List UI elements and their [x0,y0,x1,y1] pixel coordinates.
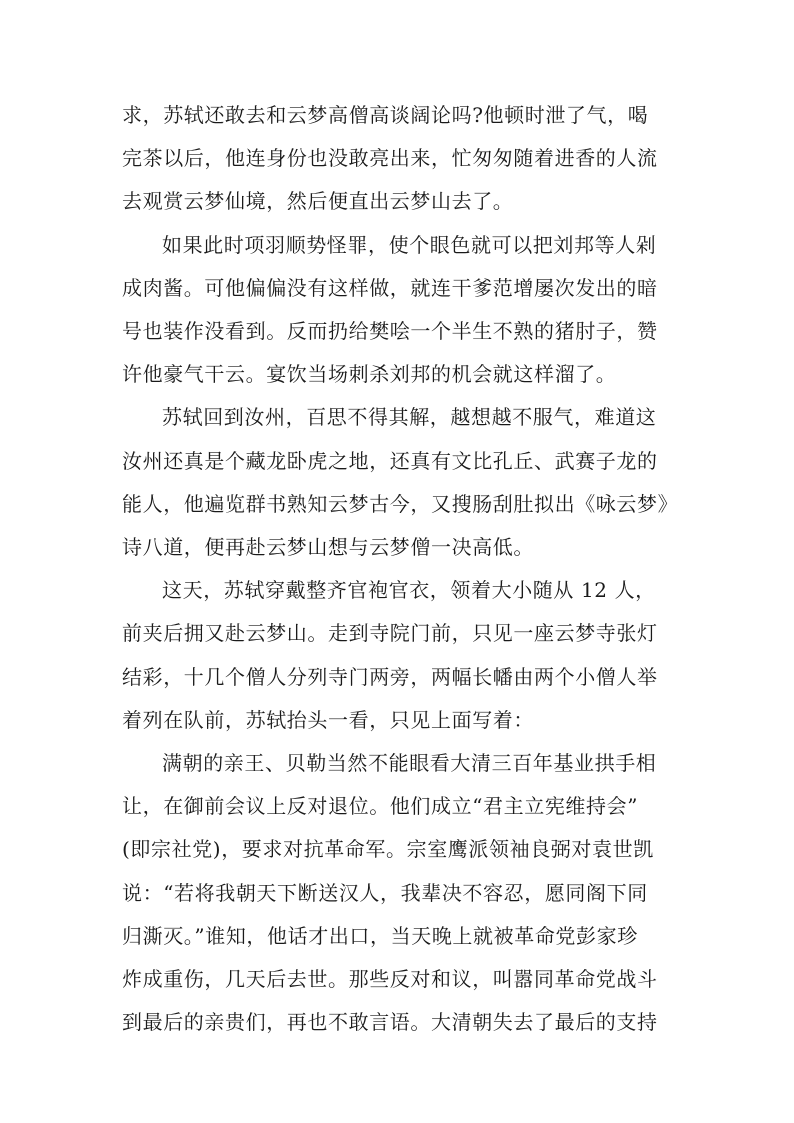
text-line: 满朝的亲王、贝勒当然不能眼看大清三百年基业拱手相 [162,751,657,776]
text-line: (即宗社党)，要求对抗革命军。宗室鹰派领袖良弼对袁世凯 [122,837,654,862]
text-line: 炸成重伤，几天后去世。那些反对和议，叫嚣同革命党战斗 [122,967,658,992]
text-line: 求，苏轼还敢去和云梦高僧高谈阔论吗?他顿时泄了气，喝 [122,103,649,127]
text-line: 苏轼回到汝州，百思不得其解，越想越不服气，难道这 [162,405,657,430]
paragraph-3 [122,396,682,569]
text-line: 能人，他遍览群书熟知云梦古今，又搜肠刮肚拟出《咏云梦》 [122,491,679,516]
text-line: 归澌灭。”谁知，他话才出口，当天晚上就被革命党彭家珍 [122,923,638,948]
text-line: 成肉酱。可他偏偏没有这样做，就连干爹范增屡次发出的暗 [122,275,658,300]
paragraph-1 [122,94,682,224]
text-line: 前夹后拥又赴云梦山。走到寺院门前，只见一座云梦寺张灯 [122,621,658,646]
text-line: 让，在御前会议上反对退位。他们成立“君主立宪维持会” [122,794,639,819]
body-text [122,94,682,1044]
paragraph-5 [122,742,682,1044]
text-line: 说：“若将我朝天下断送汉人，我辈决不容忍，愿同阁下同 [122,880,648,905]
paragraph-2 [122,224,682,397]
text-line: 去观赏云梦仙境，然后便直出云梦山去了。 [122,189,514,214]
text-line: 结彩，十几个僧人分列寺门两旁，两幅长幡由两个小僧人举 [122,664,658,689]
text-line: 到最后的亲贵们，再也不敢言语。大清朝失去了最后的支持 [122,1010,658,1035]
text-line: 着列在队前，苏轼抬头一看，只见上面写着： [122,707,534,732]
text-line: 许他豪气干云。宴饮当场刺杀刘邦的机会就这样溜了。 [122,362,617,387]
text-line: 完茶以后，他连身份也没敢亮出来，忙匆匆随着进香的人流 [122,146,658,171]
text-line: 诗八道，便再赴云梦山想与云梦僧一决高低。 [122,535,534,560]
paragraph-4 [122,569,682,742]
text-line: 汝州还真是个藏龙卧虎之地，还真有文比孔丘、武赛子龙的 [122,448,658,473]
text-line: 如果此时项羽顺势怪罪，使个眼色就可以把刘邦等人剁 [162,232,657,257]
text-line: 这天，苏轼穿戴整齐官袍官衣，领着大小随从 12 人， [162,578,656,603]
text-line: 号也装作没看到。反而扔给樊哙一个半生不熟的猪肘子，赞 [122,319,658,344]
